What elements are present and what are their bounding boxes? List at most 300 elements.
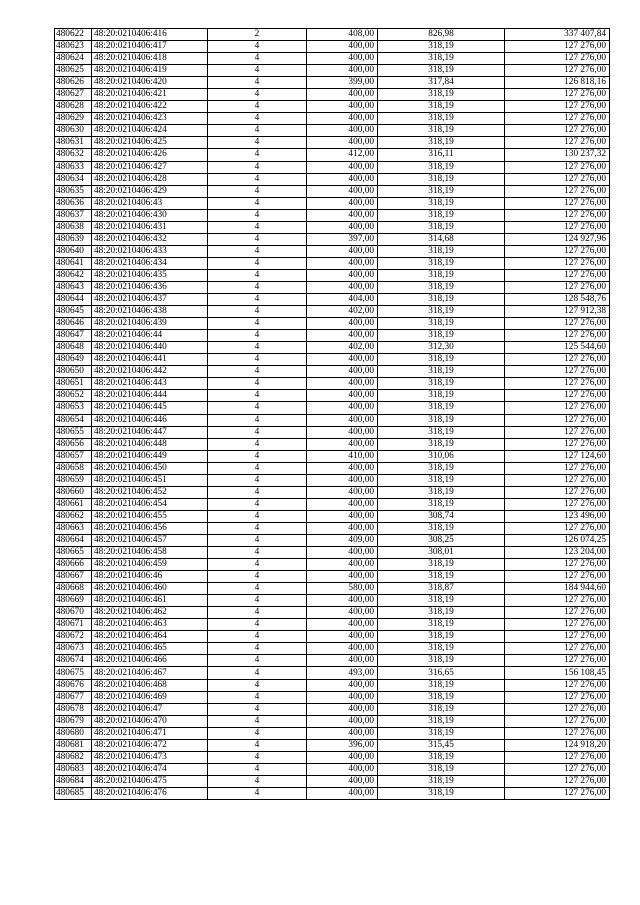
table-row: [55, 281, 610, 293]
cadastral-value-cell: 127 276,00: [505, 462, 610, 474]
row-id-cell: 480639: [55, 233, 92, 245]
table-row: [55, 378, 610, 390]
cadastral-value-cell: 127 276,00: [505, 498, 610, 510]
cadastral-number-cell: 48:20:0210406:471: [92, 727, 208, 739]
row-id-cell: 480674: [55, 655, 92, 667]
area-cell: 400,00: [307, 161, 378, 173]
cadastral-value-cell: 127 276,00: [505, 221, 610, 233]
cadastral-number-cell: 48:20:0210406:419: [92, 65, 208, 77]
cadastral-value-cell: 127 276,00: [505, 595, 610, 607]
table-row: [55, 534, 610, 546]
cadastral-number-cell: 48:20:0210406:447: [92, 426, 208, 438]
unit-value-cell: 318,19: [378, 763, 505, 775]
row-id-cell: 480638: [55, 221, 92, 233]
category-cell: 4: [208, 522, 307, 534]
row-id-cell: 480635: [55, 185, 92, 197]
cadastral-value-cell: 127 276,00: [505, 318, 610, 330]
table-row: [55, 113, 610, 125]
unit-value-cell: 308,74: [378, 510, 505, 522]
row-id-cell: 480651: [55, 378, 92, 390]
unit-value-cell: 318,19: [378, 330, 505, 342]
category-cell: 4: [208, 426, 307, 438]
cadastral-value-cell: 127 276,00: [505, 631, 610, 643]
table-row: [55, 450, 610, 462]
area-cell: 400,00: [307, 221, 378, 233]
cadastral-number-cell: 48:20:0210406:43: [92, 197, 208, 209]
table-row: [55, 787, 610, 799]
area-cell: 409,00: [307, 534, 378, 546]
unit-value-cell: 826,98: [378, 29, 505, 41]
row-id-cell: 480679: [55, 715, 92, 727]
table-row: [55, 631, 610, 643]
row-id-cell: 480644: [55, 294, 92, 306]
row-id-cell: 480647: [55, 330, 92, 342]
category-cell: 4: [208, 281, 307, 293]
category-cell: 4: [208, 41, 307, 53]
table-row: [55, 233, 610, 245]
unit-value-cell: 315,45: [378, 739, 505, 751]
cadastral-value-cell: 127 276,00: [505, 775, 610, 787]
category-cell: 4: [208, 583, 307, 595]
area-cell: 400,00: [307, 787, 378, 799]
row-id-cell: 480677: [55, 691, 92, 703]
row-id-cell: 480661: [55, 498, 92, 510]
area-cell: 400,00: [307, 498, 378, 510]
row-id-cell: 480673: [55, 643, 92, 655]
cadastral-number-cell: 48:20:0210406:434: [92, 257, 208, 269]
row-id-cell: 480682: [55, 751, 92, 763]
table-row: [55, 161, 610, 173]
unit-value-cell: 318,19: [378, 53, 505, 65]
cadastral-number-cell: 48:20:0210406:475: [92, 775, 208, 787]
cadastral-number-cell: 48:20:0210406:456: [92, 522, 208, 534]
area-cell: 400,00: [307, 318, 378, 330]
cadastral-number-cell: 48:20:0210406:464: [92, 631, 208, 643]
category-cell: 4: [208, 173, 307, 185]
area-cell: 400,00: [307, 691, 378, 703]
cadastral-number-cell: 48:20:0210406:436: [92, 281, 208, 293]
table-row: [55, 679, 610, 691]
cadastral-number-cell: 48:20:0210406:433: [92, 245, 208, 257]
cadastral-value-cell: 127 276,00: [505, 209, 610, 221]
category-cell: 4: [208, 667, 307, 679]
cadastral-number-cell: 48:20:0210406:473: [92, 751, 208, 763]
cadastral-number-cell: 48:20:0210406:457: [92, 534, 208, 546]
unit-value-cell: 318,19: [378, 559, 505, 571]
unit-value-cell: 318,19: [378, 209, 505, 221]
category-cell: 4: [208, 414, 307, 426]
cadastral-number-cell: 48:20:0210406:442: [92, 366, 208, 378]
area-cell: 400,00: [307, 510, 378, 522]
cadastral-number-cell: 48:20:0210406:427: [92, 161, 208, 173]
table-row: [55, 137, 610, 149]
row-id-cell: 480649: [55, 354, 92, 366]
area-cell: 400,00: [307, 281, 378, 293]
category-cell: 4: [208, 643, 307, 655]
category-cell: 4: [208, 378, 307, 390]
table-row: [55, 89, 610, 101]
cadastral-number-cell: 48:20:0210406:462: [92, 607, 208, 619]
cadastral-number-cell: 48:20:0210406:46: [92, 571, 208, 583]
area-cell: 400,00: [307, 751, 378, 763]
row-id-cell: 480668: [55, 583, 92, 595]
area-cell: 400,00: [307, 41, 378, 53]
cadastral-number-cell: 48:20:0210406:445: [92, 402, 208, 414]
table-row: [55, 607, 610, 619]
cadastral-value-cell: 127 276,00: [505, 161, 610, 173]
area-cell: 400,00: [307, 354, 378, 366]
cadastral-number-cell: 48:20:0210406:446: [92, 414, 208, 426]
cadastral-number-cell: 48:20:0210406:458: [92, 547, 208, 559]
cadastral-number-cell: 48:20:0210406:467: [92, 667, 208, 679]
category-cell: 4: [208, 354, 307, 366]
table-row: [55, 342, 610, 354]
cadastral-value-cell: 127 276,00: [505, 125, 610, 137]
row-id-cell: 480664: [55, 534, 92, 546]
row-id-cell: 480650: [55, 366, 92, 378]
cadastral-number-cell: 48:20:0210406:431: [92, 221, 208, 233]
cadastral-number-cell: 48:20:0210406:474: [92, 763, 208, 775]
unit-value-cell: 318,87: [378, 583, 505, 595]
area-cell: 404,00: [307, 294, 378, 306]
cadastral-value-cell: 127 124,60: [505, 450, 610, 462]
cadastral-number-cell: 48:20:0210406:451: [92, 474, 208, 486]
area-cell: 400,00: [307, 197, 378, 209]
cadastral-value-cell: 127 276,00: [505, 378, 610, 390]
cadastral-number-cell: 48:20:0210406:465: [92, 643, 208, 655]
category-cell: 4: [208, 318, 307, 330]
cadastral-value-cell: 126 818,16: [505, 77, 610, 89]
unit-value-cell: 318,19: [378, 619, 505, 631]
area-cell: 400,00: [307, 607, 378, 619]
row-id-cell: 480652: [55, 390, 92, 402]
cadastral-value-cell: 127 276,00: [505, 65, 610, 77]
category-cell: 4: [208, 619, 307, 631]
row-id-cell: 480681: [55, 739, 92, 751]
category-cell: 4: [208, 631, 307, 643]
table-row: [55, 438, 610, 450]
unit-value-cell: 318,19: [378, 137, 505, 149]
table-row: [55, 474, 610, 486]
cadastral-number-cell: 48:20:0210406:438: [92, 306, 208, 318]
area-cell: 402,00: [307, 342, 378, 354]
table-row: [55, 173, 610, 185]
table-row: [55, 354, 610, 366]
table-row: [55, 185, 610, 197]
cadastral-number-cell: 48:20:0210406:461: [92, 595, 208, 607]
category-cell: 4: [208, 739, 307, 751]
unit-value-cell: 318,19: [378, 101, 505, 113]
cadastral-number-cell: 48:20:0210406:418: [92, 53, 208, 65]
category-cell: 4: [208, 438, 307, 450]
cadastral-value-cell: 127 276,00: [505, 426, 610, 438]
cadastral-number-cell: 48:20:0210406:455: [92, 510, 208, 522]
row-id-cell: 480662: [55, 510, 92, 522]
table-row: [55, 366, 610, 378]
cadastral-value-cell: 130 237,32: [505, 149, 610, 161]
area-cell: 400,00: [307, 462, 378, 474]
area-cell: 400,00: [307, 113, 378, 125]
unit-value-cell: 318,19: [378, 522, 505, 534]
cadastral-number-cell: 48:20:0210406:424: [92, 125, 208, 137]
cadastral-number-cell: 48:20:0210406:437: [92, 294, 208, 306]
row-id-cell: 480648: [55, 342, 92, 354]
table-row: [55, 245, 610, 257]
cadastral-value-cell: 127 276,00: [505, 402, 610, 414]
row-id-cell: 480675: [55, 667, 92, 679]
row-id-cell: 480641: [55, 257, 92, 269]
cadastral-value-cell: 127 276,00: [505, 269, 610, 281]
cadastral-value-cell: 127 276,00: [505, 53, 610, 65]
cadastral-number-cell: 48:20:0210406:448: [92, 438, 208, 450]
category-cell: 4: [208, 257, 307, 269]
area-cell: 400,00: [307, 330, 378, 342]
cadastral-value-cell: 127 276,00: [505, 41, 610, 53]
area-cell: 400,00: [307, 378, 378, 390]
cadastral-value-cell: 127 276,00: [505, 185, 610, 197]
cadastral-value-cell: 127 276,00: [505, 438, 610, 450]
table-row: [55, 209, 610, 221]
table-row: [55, 402, 610, 414]
category-cell: 4: [208, 510, 307, 522]
cadastral-value-cell: 124 927,96: [505, 233, 610, 245]
cadastral-value-cell: 127 276,00: [505, 522, 610, 534]
row-id-cell: 480660: [55, 486, 92, 498]
category-cell: 4: [208, 233, 307, 245]
table-row: [55, 197, 610, 209]
unit-value-cell: 318,19: [378, 306, 505, 318]
area-cell: 402,00: [307, 306, 378, 318]
cadastral-value-cell: 125 544,60: [505, 342, 610, 354]
area-cell: 400,00: [307, 619, 378, 631]
unit-value-cell: 317,84: [378, 77, 505, 89]
unit-value-cell: 318,19: [378, 715, 505, 727]
row-id-cell: 480658: [55, 462, 92, 474]
cadastral-value-cell: 127 276,00: [505, 354, 610, 366]
area-cell: 400,00: [307, 426, 378, 438]
category-cell: 4: [208, 595, 307, 607]
unit-value-cell: 310,06: [378, 450, 505, 462]
cadastral-value-cell: 127 276,00: [505, 727, 610, 739]
category-cell: 4: [208, 125, 307, 137]
category-cell: 4: [208, 149, 307, 161]
row-id-cell: 480685: [55, 787, 92, 799]
area-cell: 400,00: [307, 763, 378, 775]
row-id-cell: 480646: [55, 318, 92, 330]
table-row: [55, 306, 610, 318]
unit-value-cell: 318,19: [378, 65, 505, 77]
area-cell: 400,00: [307, 474, 378, 486]
area-cell: 400,00: [307, 595, 378, 607]
row-id-cell: 480669: [55, 595, 92, 607]
category-cell: 4: [208, 655, 307, 667]
row-id-cell: 480623: [55, 41, 92, 53]
table-row: [55, 510, 610, 522]
unit-value-cell: 318,19: [378, 318, 505, 330]
category-cell: 4: [208, 221, 307, 233]
cadastral-value-cell: 126 074,25: [505, 534, 610, 546]
cadastral-value-table: [54, 28, 610, 800]
category-cell: 4: [208, 751, 307, 763]
area-cell: 400,00: [307, 438, 378, 450]
category-cell: 4: [208, 534, 307, 546]
table-row: [55, 426, 610, 438]
cadastral-number-cell: 48:20:0210406:432: [92, 233, 208, 245]
cadastral-value-cell: 127 276,00: [505, 257, 610, 269]
cadastral-number-cell: 48:20:0210406:420: [92, 77, 208, 89]
unit-value-cell: 318,19: [378, 173, 505, 185]
cadastral-number-cell: 48:20:0210406:466: [92, 655, 208, 667]
row-id-cell: 480631: [55, 137, 92, 149]
unit-value-cell: 318,19: [378, 571, 505, 583]
cadastral-number-cell: 48:20:0210406:429: [92, 185, 208, 197]
cadastral-value-cell: 127 276,00: [505, 137, 610, 149]
table-row: [55, 41, 610, 53]
cadastral-number-cell: 48:20:0210406:443: [92, 378, 208, 390]
cadastral-value-cell: 127 276,00: [505, 619, 610, 631]
table-row: [55, 751, 610, 763]
table-row: [55, 269, 610, 281]
category-cell: 4: [208, 727, 307, 739]
unit-value-cell: 314,68: [378, 233, 505, 245]
cadastral-number-cell: 48:20:0210406:440: [92, 342, 208, 354]
unit-value-cell: 308,01: [378, 547, 505, 559]
cadastral-number-cell: 48:20:0210406:469: [92, 691, 208, 703]
table-row: [55, 691, 610, 703]
cadastral-number-cell: 48:20:0210406:430: [92, 209, 208, 221]
category-cell: 4: [208, 390, 307, 402]
category-cell: 4: [208, 450, 307, 462]
table-row: [55, 522, 610, 534]
area-cell: 400,00: [307, 571, 378, 583]
unit-value-cell: 318,19: [378, 366, 505, 378]
table-row: [55, 414, 610, 426]
area-cell: 400,00: [307, 679, 378, 691]
table-row: [55, 294, 610, 306]
table-row: [55, 29, 610, 41]
row-id-cell: 480666: [55, 559, 92, 571]
category-cell: 4: [208, 269, 307, 281]
table-row: [55, 257, 610, 269]
area-cell: 400,00: [307, 269, 378, 281]
unit-value-cell: 318,19: [378, 775, 505, 787]
table-row: [55, 571, 610, 583]
category-cell: 4: [208, 77, 307, 89]
row-id-cell: 480626: [55, 77, 92, 89]
area-cell: 400,00: [307, 547, 378, 559]
unit-value-cell: 318,19: [378, 125, 505, 137]
cadastral-number-cell: 48:20:0210406:460: [92, 583, 208, 595]
row-id-cell: 480645: [55, 306, 92, 318]
category-cell: 4: [208, 775, 307, 787]
area-cell: 400,00: [307, 366, 378, 378]
area-cell: 400,00: [307, 65, 378, 77]
category-cell: 4: [208, 715, 307, 727]
category-cell: 4: [208, 197, 307, 209]
cadastral-number-cell: 48:20:0210406:463: [92, 619, 208, 631]
unit-value-cell: 318,19: [378, 595, 505, 607]
category-cell: 4: [208, 101, 307, 113]
category-cell: 4: [208, 486, 307, 498]
cadastral-value-cell: 127 276,00: [505, 89, 610, 101]
cadastral-number-cell: 48:20:0210406:423: [92, 113, 208, 125]
area-cell: 397,00: [307, 233, 378, 245]
unit-value-cell: 318,19: [378, 679, 505, 691]
cadastral-value-cell: 127 276,00: [505, 414, 610, 426]
area-cell: 400,00: [307, 101, 378, 113]
area-cell: 400,00: [307, 89, 378, 101]
category-cell: 4: [208, 306, 307, 318]
cadastral-value-cell: 127 276,00: [505, 643, 610, 655]
cadastral-value-cell: 127 276,00: [505, 486, 610, 498]
row-id-cell: 480636: [55, 197, 92, 209]
unit-value-cell: 318,19: [378, 438, 505, 450]
area-cell: 399,00: [307, 77, 378, 89]
category-cell: 4: [208, 571, 307, 583]
category-cell: 4: [208, 474, 307, 486]
category-cell: 4: [208, 137, 307, 149]
category-cell: 4: [208, 113, 307, 125]
area-cell: 400,00: [307, 390, 378, 402]
unit-value-cell: 318,19: [378, 89, 505, 101]
area-cell: 400,00: [307, 209, 378, 221]
area-cell: 400,00: [307, 414, 378, 426]
unit-value-cell: 318,19: [378, 414, 505, 426]
cadastral-number-cell: 48:20:0210406:470: [92, 715, 208, 727]
row-id-cell: 480654: [55, 414, 92, 426]
unit-value-cell: 318,19: [378, 727, 505, 739]
cadastral-number-cell: 48:20:0210406:416: [92, 29, 208, 41]
category-cell: 4: [208, 691, 307, 703]
unit-value-cell: 318,19: [378, 161, 505, 173]
cadastral-number-cell: 48:20:0210406:439: [92, 318, 208, 330]
cadastral-value-cell: 127 276,00: [505, 763, 610, 775]
unit-value-cell: 318,19: [378, 221, 505, 233]
table-row: [55, 655, 610, 667]
cadastral-number-cell: 48:20:0210406:441: [92, 354, 208, 366]
category-cell: 4: [208, 342, 307, 354]
cadastral-value-cell: 127 276,00: [505, 607, 610, 619]
table-row: [55, 547, 610, 559]
cadastral-number-cell: 48:20:0210406:428: [92, 173, 208, 185]
cadastral-value-cell: 127 276,00: [505, 703, 610, 715]
category-cell: 4: [208, 607, 307, 619]
area-cell: 400,00: [307, 486, 378, 498]
table-row: [55, 559, 610, 571]
table-row: [55, 583, 610, 595]
row-id-cell: 480680: [55, 727, 92, 739]
cadastral-value-cell: 127 276,00: [505, 330, 610, 342]
unit-value-cell: 318,19: [378, 245, 505, 257]
area-cell: 408,00: [307, 29, 378, 41]
cadastral-number-cell: 48:20:0210406:421: [92, 89, 208, 101]
row-id-cell: 480630: [55, 125, 92, 137]
cadastral-value-cell: 127 276,00: [505, 715, 610, 727]
cadastral-value-cell: 127 276,00: [505, 655, 610, 667]
category-cell: 4: [208, 161, 307, 173]
table-row: [55, 715, 610, 727]
unit-value-cell: 318,19: [378, 113, 505, 125]
cadastral-value-cell: 127 276,00: [505, 679, 610, 691]
unit-value-cell: 318,19: [378, 643, 505, 655]
category-cell: 4: [208, 559, 307, 571]
row-id-cell: 480632: [55, 149, 92, 161]
table-row: [55, 775, 610, 787]
unit-value-cell: 318,19: [378, 607, 505, 619]
category-cell: 4: [208, 547, 307, 559]
row-id-cell: 480640: [55, 245, 92, 257]
area-cell: 396,00: [307, 739, 378, 751]
